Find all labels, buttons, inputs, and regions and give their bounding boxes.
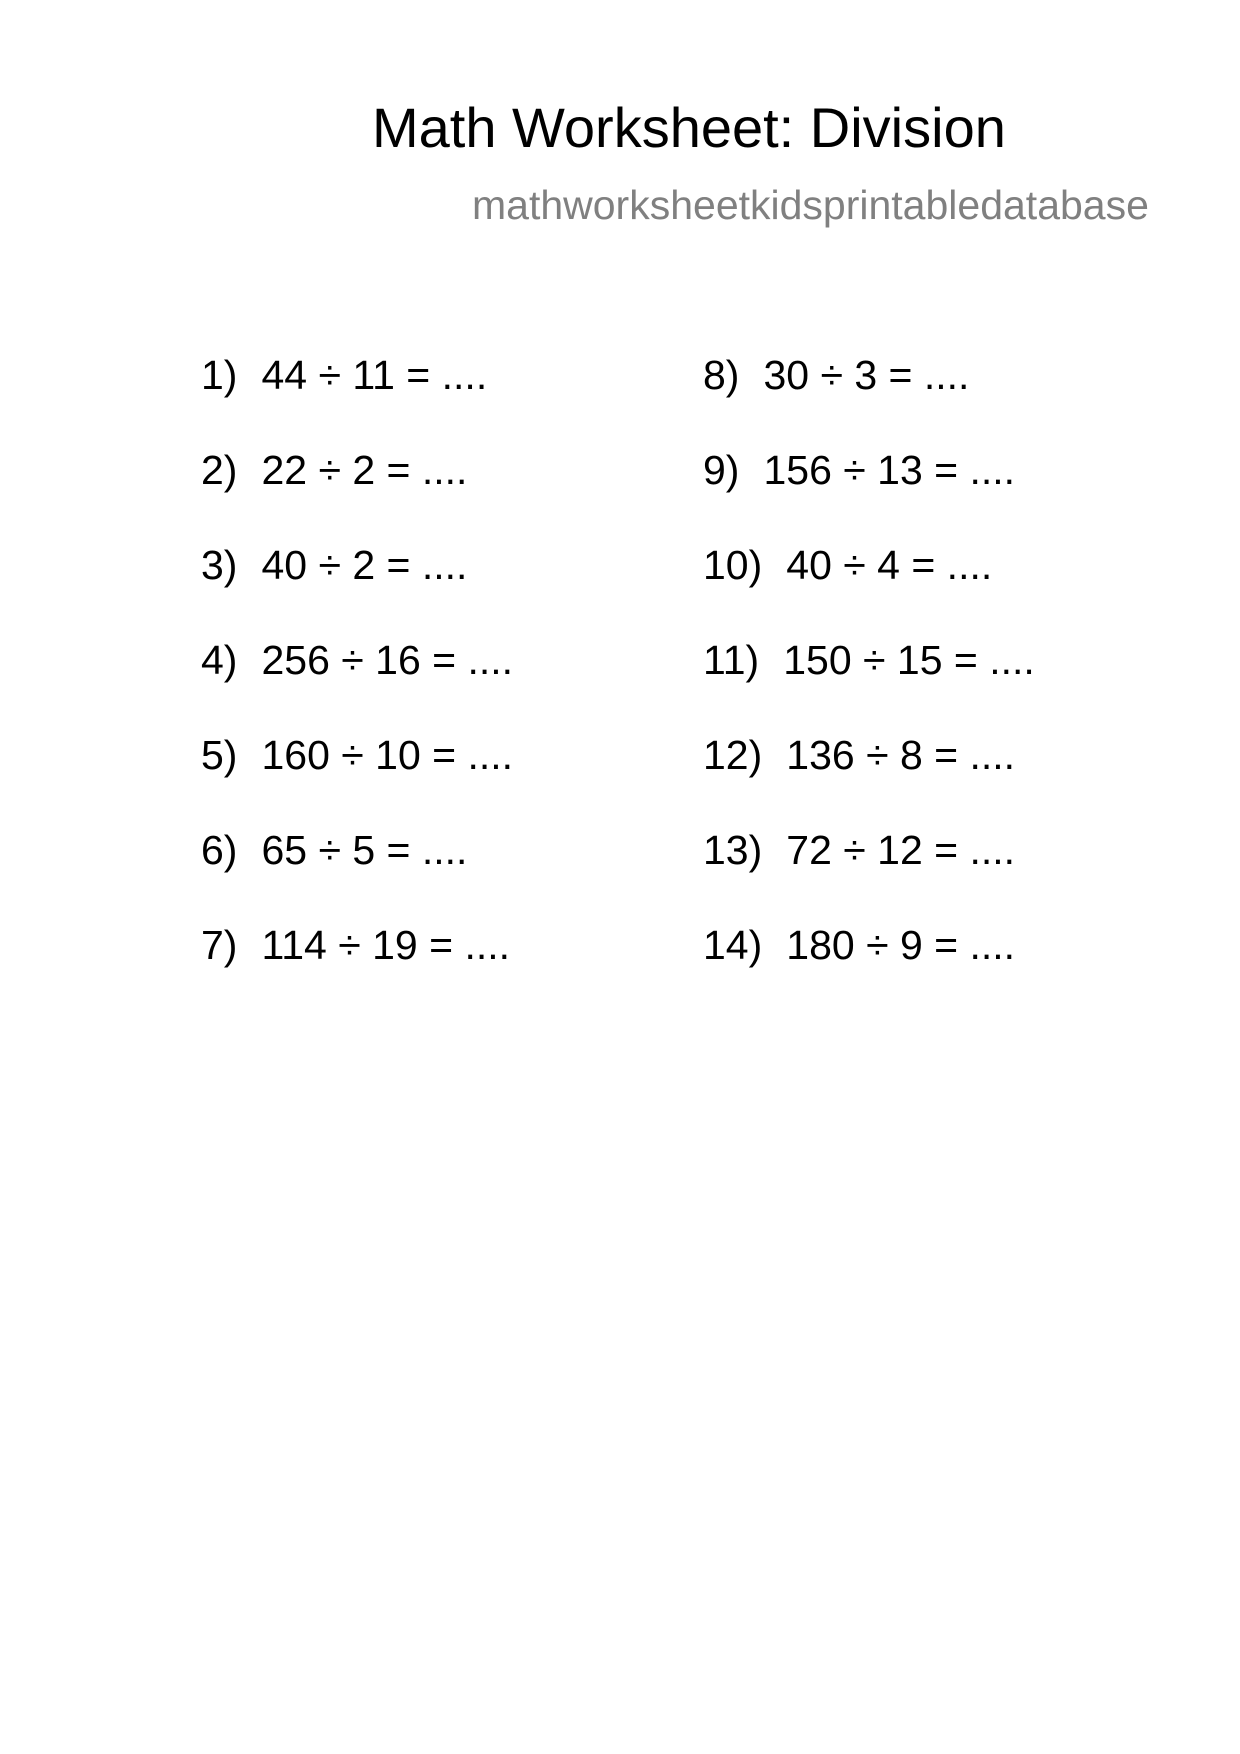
- problems-right-column: [703, 352, 1035, 1020]
- problem-number: 11): [703, 637, 760, 683]
- problem-number: 8): [703, 352, 740, 398]
- problem-item: [201, 447, 513, 545]
- problem-expression: 22 ÷ 2 = ....: [261, 447, 468, 493]
- problem-number: 7): [201, 922, 238, 968]
- problem-expression: 156 ÷ 13 = ....: [763, 447, 1016, 493]
- problem-expression: 256 ÷ 16 = ....: [261, 637, 514, 683]
- problems-left-column: [201, 352, 514, 1020]
- problem-expression: 65 ÷ 5 = ....: [261, 827, 468, 873]
- problem-item: [201, 637, 514, 735]
- problem-number: 14): [703, 922, 763, 968]
- problem-expression: 30 ÷ 3 = ....: [763, 352, 970, 398]
- problem-item: [201, 827, 513, 925]
- page-title: Math Worksheet: Division: [372, 96, 1006, 159]
- problem-expression: 150 ÷ 15 = ....: [783, 637, 1035, 683]
- problem-number: 13): [703, 827, 763, 873]
- source-watermark: mathworksheetkidsprintabledatabase: [472, 182, 1149, 228]
- problem-expression: 44 ÷ 11 = ....: [261, 352, 488, 398]
- problem-expression: 180 ÷ 9 = ....: [786, 922, 1016, 968]
- problem-item: [703, 922, 1035, 1020]
- problem-expression: 72 ÷ 12 = ....: [786, 827, 1016, 873]
- problem-number: 5): [201, 732, 238, 778]
- problem-number: 4): [201, 637, 238, 683]
- problem-expression: 40 ÷ 2 = ....: [261, 542, 468, 588]
- problem-item: [703, 827, 1035, 925]
- problem-item: [201, 352, 513, 450]
- problem-item: [201, 922, 513, 1020]
- problem-item: [201, 732, 514, 830]
- problem-item: [703, 542, 1035, 640]
- problem-expression: 160 ÷ 10 = ....: [261, 732, 514, 778]
- problem-item: [703, 637, 1035, 735]
- problem-number: 2): [201, 447, 238, 493]
- problem-expression: 114 ÷ 19 = ....: [261, 922, 511, 968]
- problem-item: [703, 447, 1035, 545]
- problem-number: 9): [703, 447, 740, 493]
- problem-expression: 40 ÷ 4 = ....: [786, 542, 993, 588]
- problem-number: 1): [201, 352, 238, 398]
- problem-number: 10): [703, 542, 763, 588]
- problem-number: 3): [201, 542, 238, 588]
- problem-item: [201, 542, 513, 640]
- problem-number: 6): [201, 827, 238, 873]
- problem-item: [703, 732, 1035, 830]
- problem-expression: 136 ÷ 8 = ....: [786, 732, 1016, 778]
- problem-number: 12): [703, 732, 763, 778]
- problem-item: [703, 352, 1035, 450]
